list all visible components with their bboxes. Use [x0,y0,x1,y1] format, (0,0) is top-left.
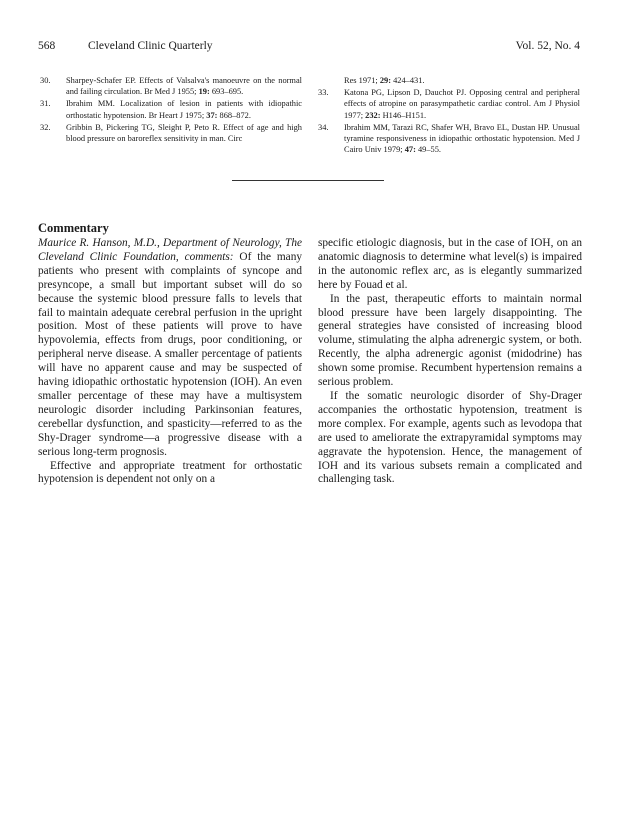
commentary-paragraph: specific etiologic diagnosis, but in the case of IOH, on an anatomic diagnosis to determine what level(s) is impaired in the autonomic reflex arc, as is elegantly summarized here by Fouad et al. [318,237,582,291]
reference-number: 31. [40,99,51,109]
reference-pages: 424–431. [391,76,425,85]
reference-item [40,98,302,120]
reference-text: Ibrahim MM, Tarazi RC, Shafer WH, Bravo EL, Dustan HP. Unusual tyramine responsiveness in idiopathic orthostatic hypotension. Med J Cairo Univ 1979; [344,122,580,155]
reference-item-continued [318,75,580,86]
reference-item [318,87,580,121]
commentary-left-column [38,237,302,487]
reference-volume: 19: [198,87,210,97]
reference-number: 34. [318,122,329,132]
volume-issue: Vol. 52, No. 4 [515,40,580,52]
reference-pages: 693–695. [209,87,244,97]
commentary-right-column [318,237,582,487]
commentary-heading: Commentary [38,221,109,235]
reference-pages: H146–H151. [380,110,427,120]
reference-volume: 37: [206,110,218,120]
commentary-paragraph [38,237,302,460]
reference-item [40,122,302,144]
references-right-column [318,75,580,156]
reference-volume: 47: [404,145,416,155]
references-left-column [40,75,302,145]
commentary-author: Maurice R. Hanson, M.D., Department of Neurology, The Cleveland Clinic Foundation, comments: [38,237,302,263]
reference-number: 32. [40,122,51,132]
commentary-paragraph: Effective and appropriate treatment for orthostatic hypotension is dependent not only on a [38,459,302,486]
commentary-paragraph: In the past, therapeutic efforts to maintain normal blood pressure have been largely disappointing. The general strategies have consisted of increasing blood volume, stimulating the alpha adrenergic system, or both. Recently, the alpha adrenergic agonist (midodrine) has shown some promise. Recumbent hypertension remains a serious problem. [318,292,582,389]
reference-text: Sharpey-Schafer EP. Effects of Valsalva's manoeuvre on the normal and failing circulation. Br Med J 1955; [66,76,302,97]
reference-volume: 29: [379,76,391,85]
reference-text: Gribbin B, Pickering TG, Sleight P, Peto R. Effect of age and high blood pressure on baroreflex sensitivity in man. Circ [66,122,302,144]
reference-number: 33. [318,88,329,98]
commentary-text: Of the many patients who present with complaints of syncope and presyncope, a small but important subset will do so because the systemic blood pressure falls to levels that fail to maintain adequate cerebral perfusion in the upright position. Most of these patients will prove to have hypovolemia, effects from drugs, poor conditioning, or peripheral nerve disease. A smaller percentage of patients will have no apparent cause and may be suspected of having idiopathic orthostatic hypotension (IOH). An even smaller percentage of these may have a multisystem neurologic disorder including Parkinsonian features, cerebellar dysfunction, and spasticity—referred to as the Shy-Drager syndrome—a progressive disease with a serious long-term prognosis. [38,250,302,458]
commentary-paragraph: If the somatic neurologic disorder of Shy-Drager accompanies the orthostatic hypotension, treatment is more complex. For example, agents such as levodopa that are used to ameliorate the extrapyramidal symptoms may aggravate the hypotension. Hence, the management of IOH and its various subsets remain a complicated and challenging task. [318,389,582,486]
journal-title: Cleveland Clinic Quarterly [88,40,213,52]
page-number: 568 [38,40,56,52]
reference-text: Ibrahim MM. Localization of lesion in patients with idiopathic orthostatic hypotension. Br Heart J 1975; [66,99,302,120]
reference-pages: 868–872. [217,110,251,120]
reference-text: Res 1971; [344,76,380,85]
running-header [38,40,580,56]
section-divider [232,180,384,181]
reference-item [318,122,580,156]
reference-volume: 232: [365,110,381,120]
reference-text: Katona PG, Lipson D, Dauchot PJ. Opposing central and peripheral effects of atropine on parasympathetic cardiac control. Am J Physiol 1977; [344,88,580,120]
reference-pages: 49–55. [415,145,442,155]
reference-number: 30. [40,76,51,85]
reference-item [40,75,302,97]
